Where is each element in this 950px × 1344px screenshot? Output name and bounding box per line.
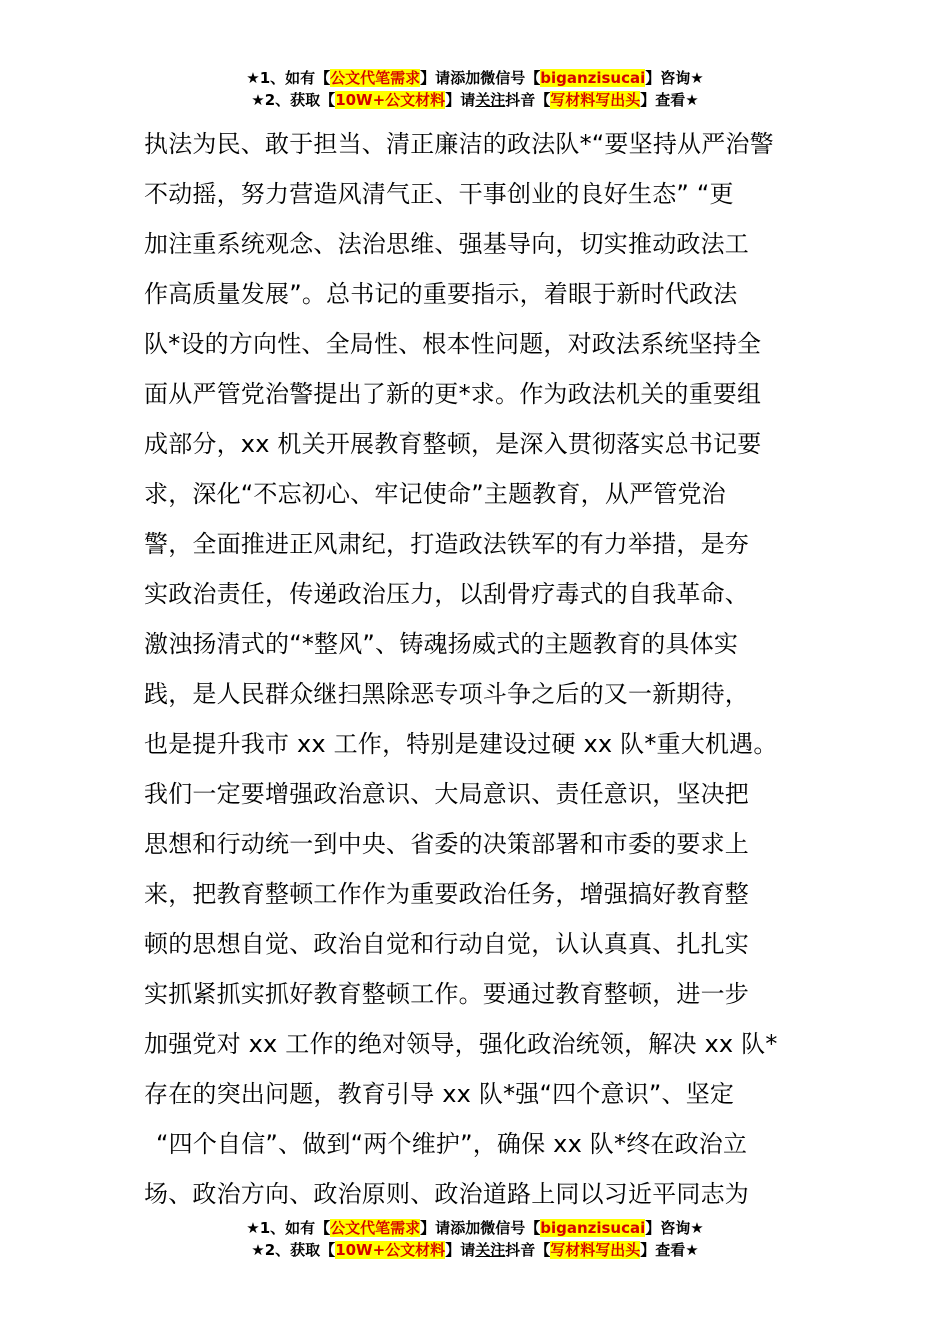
- promo-text: ★1、如有【: [246, 1219, 331, 1237]
- promo-highlight: 写材料写出头: [550, 91, 641, 109]
- promo-text: ★2、获取【: [251, 1241, 336, 1259]
- body-line: 存在的突出问题，教育引导 xx 队*强“四个意识”、坚定: [144, 1080, 735, 1108]
- promo-emphasis: 添加: [450, 69, 481, 87]
- promo-line-2: [0, 1239, 950, 1261]
- promo-banner-bottom: [0, 1217, 950, 1261]
- promo-text: 微信号【: [480, 1219, 541, 1237]
- promo-line-2: [0, 89, 950, 111]
- promo-highlight: biganzisucai: [540, 1219, 646, 1237]
- body-line: 成部分，xx 机关开展教育整顿，是深入贯彻落实总书记要: [144, 430, 762, 458]
- body-line: 场、政治方向、政治原则、政治道路上同以习近平同志为: [144, 1180, 749, 1208]
- promo-highlight: biganzisucai: [540, 69, 646, 87]
- promo-text: 抖音【: [505, 1241, 551, 1259]
- promo-text: 微信号【: [480, 69, 541, 87]
- promo-text: 】请: [420, 1219, 451, 1237]
- body-line: 加注重系统观念、法治思维、强基导向，切实推动政法工: [144, 230, 749, 258]
- promo-emphasis: 关注: [475, 91, 506, 109]
- promo-text: 】查看★: [640, 1241, 699, 1259]
- promo-highlight: 10W+公文材料: [335, 1241, 446, 1259]
- promo-emphasis: 添加: [450, 1219, 481, 1237]
- promo-text: ★2、获取【: [251, 91, 336, 109]
- body-line: 实抓紧抓实抓好教育整顿工作。要通过教育整顿，进一步: [144, 980, 749, 1008]
- body-line: 实政治责任，传递政治压力，以刮骨疗毒式的自我革命、: [144, 580, 749, 608]
- promo-emphasis: 关注: [475, 1241, 506, 1259]
- document-body: [144, 119, 808, 1219]
- body-line: 加强党对 xx 工作的绝对领导，强化政治统领，解决 xx 队*: [144, 1030, 778, 1058]
- promo-text: ★1、如有【: [246, 69, 331, 87]
- body-line: “四个自信”、做到“两个维护”，确保 xx 队*终在政治立: [156, 1130, 748, 1158]
- promo-highlight: 公文代笔需求: [330, 1219, 421, 1237]
- promo-text: 抖音【: [505, 91, 551, 109]
- body-line: 面从严管党治警提出了新的更*求。作为政法机关的重要组: [144, 380, 762, 408]
- body-line: 不动摇，努力营造风清气正、干事创业的良好生态” “更: [144, 180, 734, 208]
- promo-text: 】咨询★: [645, 69, 704, 87]
- body-line: 执法为民、敢于担当、清正廉洁的政法队*“要坚持从严治警: [144, 130, 774, 158]
- body-line: 我们一定要增强政治意识、大局意识、责任意识，坚决把: [144, 780, 749, 808]
- promo-text: 】查看★: [640, 91, 699, 109]
- body-line: 也是提升我市 xx 工作，特别是建设过硬 xx 队*重大机遇。: [144, 730, 778, 758]
- promo-highlight: 写材料写出头: [550, 1241, 641, 1259]
- promo-banner-top: [0, 67, 950, 111]
- body-line: 顿的思想自觉、政治自觉和行动自觉，认认真真、扎扎实: [144, 930, 749, 958]
- promo-highlight: 公文代笔需求: [330, 69, 421, 87]
- body-line: 来，把教育整顿工作作为重要政治任务，增强搞好教育整: [144, 880, 749, 908]
- promo-text: 】咨询★: [645, 1219, 704, 1237]
- promo-line-1: [0, 67, 950, 89]
- promo-text: 】请: [420, 69, 451, 87]
- body-line: 激浊扬清式的“*整风”、铸魂扬威式的主题教育的具体实: [144, 630, 739, 658]
- body-line: 作高质量发展”。总书记的重要指示，着眼于新时代政法: [144, 280, 738, 308]
- promo-text: 】请: [445, 91, 476, 109]
- body-line: 求，深化“不忘初心、牢记使命”主题教育，从严管党治: [144, 480, 726, 508]
- promo-line-1: [0, 1217, 950, 1239]
- body-line: 队*设的方向性、全局性、根本性问题，对政法系统坚持全: [144, 330, 762, 358]
- body-line: 思想和行动统一到中央、省委的决策部署和市委的要求上: [144, 830, 749, 858]
- promo-highlight: 10W+公文材料: [335, 91, 446, 109]
- body-line: 警，全面推进正风肃纪，打造政法铁军的有力举措，是夯: [144, 530, 749, 558]
- promo-text: 】请: [445, 1241, 476, 1259]
- body-line: 践，是人民群众继扫黑除恶专项斗争之后的又一新期待，: [144, 680, 749, 708]
